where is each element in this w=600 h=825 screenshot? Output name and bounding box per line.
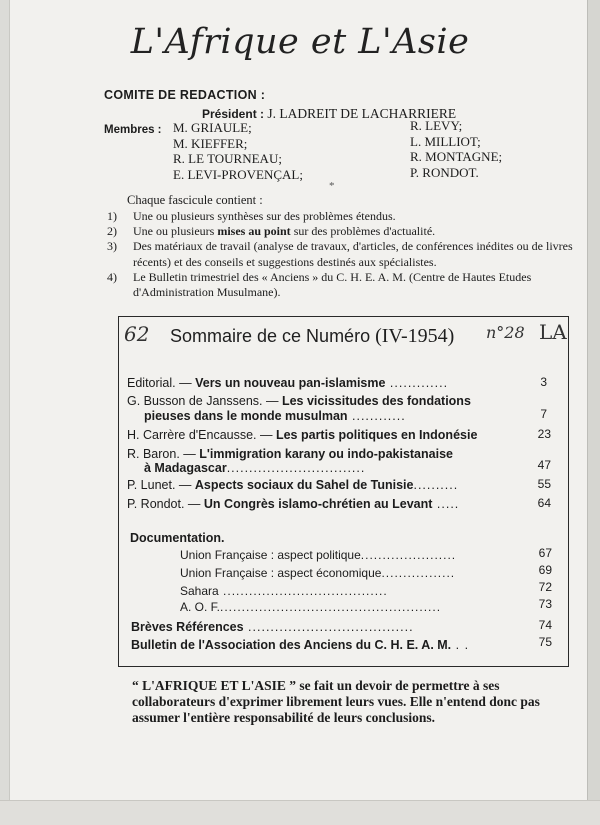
summary-title xyxy=(170,325,454,348)
breves-entry xyxy=(131,620,414,634)
toc-author: P. Lunet. — xyxy=(127,478,195,492)
toc-page: 23 xyxy=(537,427,551,441)
fascicule-intro: Chaque fascicule contient : xyxy=(127,193,263,207)
toc-title: Les partis politiques en Indonésie xyxy=(275,428,478,442)
toc-leader: ................. xyxy=(381,566,456,580)
toc-leader: ...................................... xyxy=(218,584,388,598)
bulletin-label: Bulletin de l'Association des Anciens du C. H. E. A. M. xyxy=(131,638,452,652)
doc-label: Union Française : aspect politique xyxy=(180,548,361,562)
toc-title: L'immigration karany ou indo-pakistanaise xyxy=(199,447,453,461)
handwritten-initials: LA xyxy=(539,320,567,344)
item-text: Des matériaux de travail (analyse de travaux, d'articles, de conférences inédites ou de livres récents) et des conseils et suggestions destinés aux spécialistes. xyxy=(133,239,573,269)
toc-author: P. Rondot. — xyxy=(127,497,204,511)
member-name: M. KIEFFER; xyxy=(173,135,248,151)
handwritten-issue-number: n°28 xyxy=(486,323,525,342)
summary-issue: (IV-1954) xyxy=(375,325,455,347)
toc-author: H. Carrère d'Encausse. — xyxy=(127,428,276,442)
toc-page: 72 xyxy=(538,580,552,594)
documentation-entry xyxy=(180,548,456,562)
toc-page: 64 xyxy=(537,496,551,510)
member-name: M. GRIAULE; xyxy=(173,120,252,135)
president-label: Président : xyxy=(202,107,265,121)
disclaimer-note: “ L'AFRIQUE ET L'ASIE ” se fait un devoir de permettre à ses collaborateurs d'exprimer librement leurs vues. Elle n'entend donc pas assumer l'entière responsabilité de leurs conclusions. xyxy=(132,678,540,725)
toc-leader: ..... xyxy=(432,497,460,511)
toc-page: 69 xyxy=(538,563,552,577)
summary-title-text: Sommaire de ce Numéro xyxy=(170,326,371,346)
toc-title: Aspects sociaux du Sahel de Tunisie xyxy=(194,478,414,492)
toc-page: 3 xyxy=(540,375,547,389)
toc-entry xyxy=(127,394,471,408)
members-left-column xyxy=(173,120,303,182)
toc-page: 67 xyxy=(538,546,552,560)
documentation-heading: Documentation. xyxy=(130,531,225,545)
member-name: L. MILLIOT; xyxy=(410,133,481,149)
president-name: J. LADREIT DE LACHARRIERE xyxy=(267,106,457,121)
ornament-asterisk: * xyxy=(329,180,335,192)
toc-leader: ............ xyxy=(347,409,406,423)
toc-title: pieuses dans le monde musulman xyxy=(144,409,348,423)
item-text: sur des problèmes d'actualité. xyxy=(290,224,436,239)
toc-entry xyxy=(127,478,458,492)
toc-leader: .......... xyxy=(413,478,459,492)
fascicule-item xyxy=(107,209,592,224)
page-bottom-edge xyxy=(0,800,600,825)
toc-leader: . . xyxy=(451,638,470,652)
doc-label: Union Française : aspect économique xyxy=(180,566,382,580)
toc-page: 75 xyxy=(538,635,552,649)
members-label: Membres : xyxy=(104,124,162,136)
toc-title: à Madagascar xyxy=(144,461,227,475)
toc-entry-continued xyxy=(144,409,406,423)
breves-label: Brèves Références xyxy=(131,620,244,634)
item-text-bold: mises au point xyxy=(217,224,291,239)
members-right-column xyxy=(410,118,502,180)
fascicule-item xyxy=(107,239,592,269)
item-text: Une ou plusieurs synthèses sur des problèmes étendus. xyxy=(133,209,396,223)
toc-page: 47 xyxy=(537,458,551,472)
toc-title: Vers un nouveau pan-islamisme xyxy=(195,376,386,390)
documentation-entry xyxy=(180,584,388,598)
page-left-edge xyxy=(0,0,10,825)
handwritten-page-number: 62 xyxy=(124,322,150,346)
toc-page: 7 xyxy=(540,407,547,421)
toc-entry xyxy=(127,497,459,511)
member-name: R. LE TOURNEAU; xyxy=(173,151,282,166)
member-name: R. MONTAGNE; xyxy=(410,149,503,164)
toc-author: G. Busson de Janssens. — xyxy=(127,394,282,408)
toc-entry xyxy=(127,428,477,442)
toc-leader: ..................................... xyxy=(243,620,414,634)
toc-leader: ................................................... xyxy=(220,600,442,614)
item-text: Une ou plusieurs xyxy=(133,224,218,239)
journal-title: L'Afrique et L'Asie xyxy=(130,22,470,62)
toc-entry xyxy=(127,447,453,461)
toc-page: 55 xyxy=(537,477,551,491)
member-name: P. RONDOT. xyxy=(410,164,479,180)
toc-author: Editorial. — xyxy=(127,376,196,390)
toc-author: R. Baron. — xyxy=(127,447,200,461)
toc-title: Les vicissitudes des fondations xyxy=(281,394,471,408)
page-right-edge xyxy=(587,0,600,825)
bulletin-entry xyxy=(131,638,469,652)
fascicule-item xyxy=(107,270,592,300)
member-name: R. LEVY; xyxy=(410,118,463,133)
documentation-entry xyxy=(180,600,441,614)
doc-label: A. O. F. xyxy=(180,600,221,614)
committee-heading: COMITE DE REDACTION : xyxy=(104,88,266,102)
member-name: E. LEVI-PROVENÇAL; xyxy=(173,166,303,182)
toc-entry-continued xyxy=(144,461,365,475)
item-number: 4) xyxy=(107,269,117,284)
doc-label: Sahara xyxy=(180,584,219,598)
fascicule-item xyxy=(107,224,592,239)
toc-leader: ............. xyxy=(385,376,449,390)
documentation-entry xyxy=(180,566,455,580)
item-number: 1) xyxy=(107,209,117,223)
item-number: 3) xyxy=(107,239,117,254)
item-text: Le Bulletin trimestriel des « Anciens » du C. H. E. A. M. (Centre de Hautes Etudes d'Administration Musulmane). xyxy=(133,269,532,300)
item-number: 2) xyxy=(107,224,117,239)
toc-page: 73 xyxy=(538,597,552,611)
toc-entry xyxy=(127,376,448,390)
toc-title: Un Congrès islamo-chrétien au Levant xyxy=(203,497,433,511)
toc-leader: ............................... xyxy=(226,461,366,475)
toc-leader: ...................... xyxy=(360,548,457,562)
fascicule-list xyxy=(107,209,592,300)
toc-page: 74 xyxy=(538,618,552,632)
